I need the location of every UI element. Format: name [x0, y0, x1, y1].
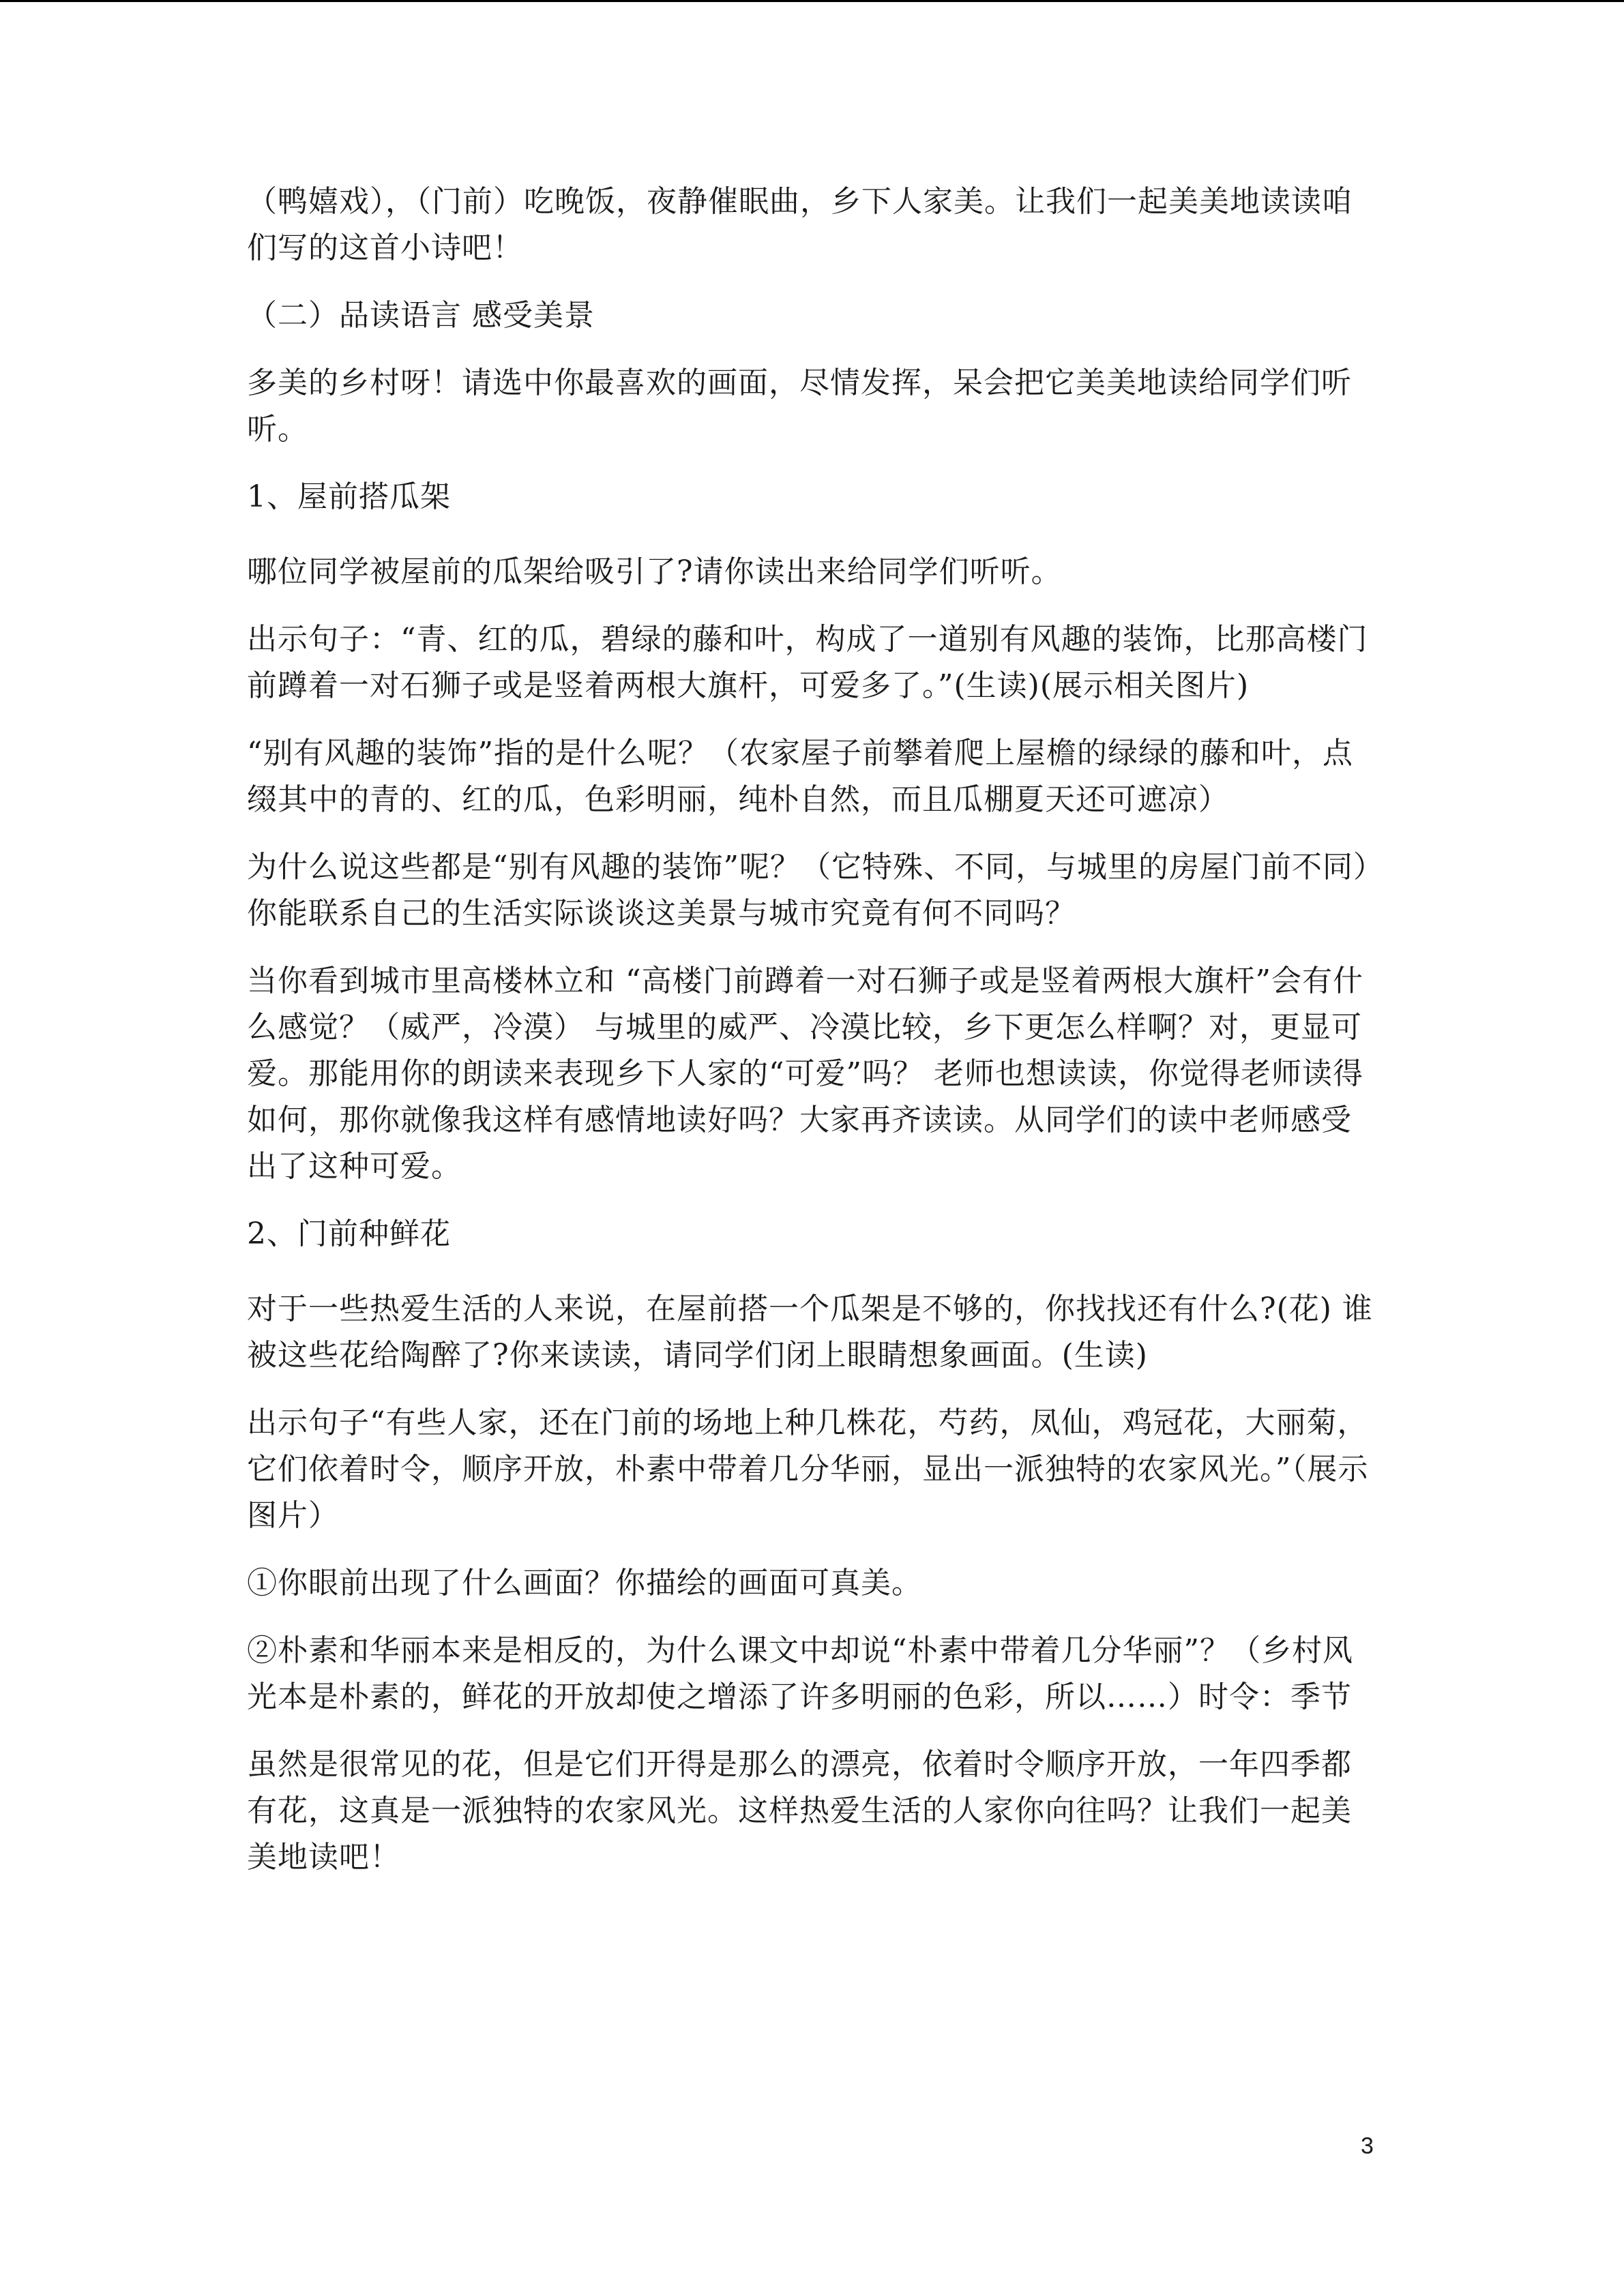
paragraph-conclusion: 虽然是很常见的花，但是它们开得是那么的漂亮，依着时令顺序开放，一年四季都有花，这真是一派独特的农家风光。这样热爱生活的人家你向往吗？让我们一起美美地读吧！ [247, 1747, 1352, 1875]
paragraph-why-decoration: 为什么说这些都是“别有风趣的装饰”呢？（它特殊、不同，与城里的房屋门前不同）你能联系自己的生活实际谈谈这美景与城市究竟有何不同吗？ [247, 850, 1369, 931]
paragraph-who-attracted: 哪位同学被屋前的瓜架给吸引了?请你读出来给同学们听听。 [247, 554, 1062, 589]
page-top-border [0, 0, 1624, 2]
paragraph-intro-poem: （鸭嬉戏），（门前）吃晚饭，夜静催眠曲，乡下人家美。让我们一起美美地读读咱们写的这首小诗吧！ [247, 184, 1353, 265]
section-heading-language: （二）品读语言 感受美景 [247, 298, 595, 333]
subheading-flowers: 2、门前种鲜花 [247, 1217, 451, 1251]
page-number: 3 [1361, 2133, 1374, 2159]
paragraph-choose-scene: 多美的乡村呀！请选中你最喜欢的画面，尽情发挥，呆会把它美美地读给同学们听听。 [247, 366, 1352, 447]
paragraph-city-compare: 当你看到城市里高楼林立和 “高楼门前蹲着一对石狮子或是竖着两根大旗杆”会有什么感觉？（威严，冷漠） 与城里的威严、冷漠比较，乡下更怎么样啊？对，更显可爱。那能用你的朗读来表现乡下人家的“可爱”吗？ 老师也想读读，你觉得老师读得如何，那你就像我这样有感情地读好吗？大家再齐读读。从同学们的读中老师感受出了这种可爱。 [247, 964, 1363, 1184]
paragraph-question-2: ②朴素和华丽本来是相反的，为什么课文中却说“朴素中带着几分华丽”？（乡村风光本是朴素的，鲜花的开放却使之增添了许多明丽的色彩，所以……）时令：季节 [247, 1633, 1353, 1714]
document-body [247, 179, 1379, 1902]
subheading-melon-trellis: 1、屋前搭瓜架 [247, 479, 451, 514]
paragraph-love-life: 对于一些热爱生活的人来说，在屋前搭一个瓜架是不够的，你找找还有什么?(花) 谁被这些花给陶醉了?你来读读，请同学们闭上眼睛想象画面。(生读) [247, 1292, 1373, 1373]
paragraph-show-sentence-1: 出示句子：“青、红的瓜，碧绿的藤和叶，构成了一道别有风趣的装饰，比那高楼门前蹲着一对石狮子或是竖着两根大旗杆，可爱多了。”(生读)(展示相关图片) [247, 622, 1368, 703]
paragraph-question-1: ①你眼前出现了什么画面？你描绘的画面可真美。 [247, 1566, 922, 1600]
paragraph-show-sentence-2: 出示句子“有些人家，还在门前的场地上种几株花，芍药，凤仙，鸡冠花，大丽菊，它们依着时令，顺序开放，朴素中带着几分华丽，显出一派独特的农家风光。”（展示图片） [247, 1405, 1369, 1533]
paragraph-decoration-meaning: “别有风趣的装饰”指的是什么呢？（农家屋子前攀着爬上屋檐的绿绿的藤和叶，点缀其中的青的、红的瓜，色彩明丽，纯朴自然，而且瓜棚夏天还可遮凉） [247, 736, 1353, 817]
